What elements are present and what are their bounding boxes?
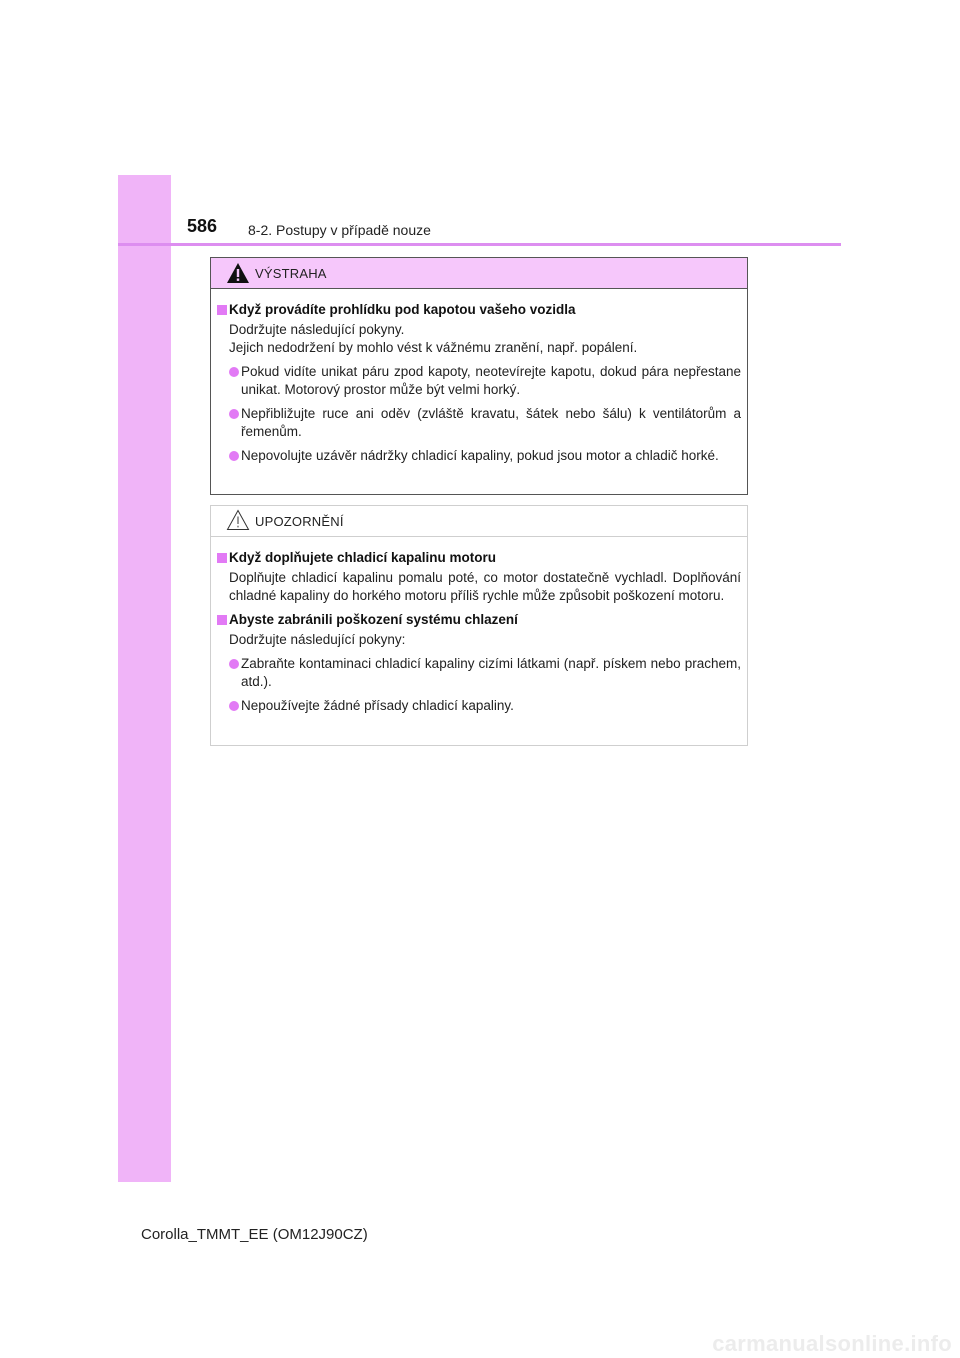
- side-tab-bar: [118, 175, 171, 1182]
- caution-subheading-cooling-system: Abyste zabránili poškození systému chlazení: [217, 611, 741, 629]
- square-bullet-icon: [217, 305, 227, 315]
- round-bullet-icon: [229, 367, 239, 377]
- caution-heading: UPOZORNĚNÍ: [255, 514, 344, 529]
- list-item: Nepoužívejte žádné přísady chladicí kapaliny.: [217, 697, 741, 715]
- caution-header: [211, 506, 747, 537]
- square-bullet-icon: [217, 553, 227, 563]
- watermark: carmanualsonline.info: [712, 1331, 952, 1356]
- warning-box: [210, 257, 748, 495]
- warning-body: [211, 289, 747, 465]
- round-bullet-icon: [229, 701, 239, 711]
- warning-triangle-icon: [226, 262, 250, 284]
- square-bullet-icon: [217, 615, 227, 625]
- caution-body: [211, 537, 747, 715]
- footer-model-code: Corolla_TMMT_EE (OM12J90CZ): [141, 1226, 368, 1243]
- caution-para-coolant: Doplňujte chladicí kapalinu pomalu poté, co motor dostatečně vychladl. Doplňování chladné kapaliny do horkého motoru příliš rychle může způsobit poškození motoru.: [229, 570, 741, 603]
- caution-para-instructions: Dodržujte následující pokyny:: [229, 632, 406, 647]
- list-item: Nepovolujte uzávěr nádržky chladicí kapaliny, pokud jsou motor a chladič horké.: [217, 447, 741, 465]
- section-title: 8-2. Postupy v případě nouze: [248, 222, 431, 238]
- caution-box: [210, 505, 748, 746]
- caution-triangle-icon: [226, 509, 250, 531]
- warning-intro-line2: Jejich nedodržení by mohlo vést k vážnému zranění, např. popálení.: [229, 340, 638, 355]
- warning-intro-line1: Dodržujte následující pokyny.: [229, 322, 405, 337]
- warning-header: [211, 258, 747, 289]
- round-bullet-icon: [229, 451, 239, 461]
- page-number: 586: [187, 216, 218, 236]
- round-bullet-icon: [229, 659, 239, 669]
- caution-subheading-coolant: Když doplňujete chladicí kapalinu motoru: [217, 549, 741, 567]
- list-item: Nepřibližujte ruce ani oděv (zvláště kravatu, šátek nebo šálu) k ventilátorům a řemenům.: [217, 405, 741, 441]
- list-item: Pokud vidíte unikat páru zpod kapoty, neotevírejte kapotu, dokud pára nepřestane unikat. Motorový prostor může být velmi horký.: [217, 363, 741, 399]
- header-rule: [118, 243, 841, 246]
- warning-subheading: Když provádíte prohlídku pod kapotou vašeho vozidla: [217, 301, 741, 319]
- warning-heading: VÝSTRAHA: [255, 266, 327, 281]
- round-bullet-icon: [229, 409, 239, 419]
- list-item: Zabraňte kontaminaci chladicí kapaliny cizími látkami (např. pískem nebo prachem, atd.).: [217, 655, 741, 691]
